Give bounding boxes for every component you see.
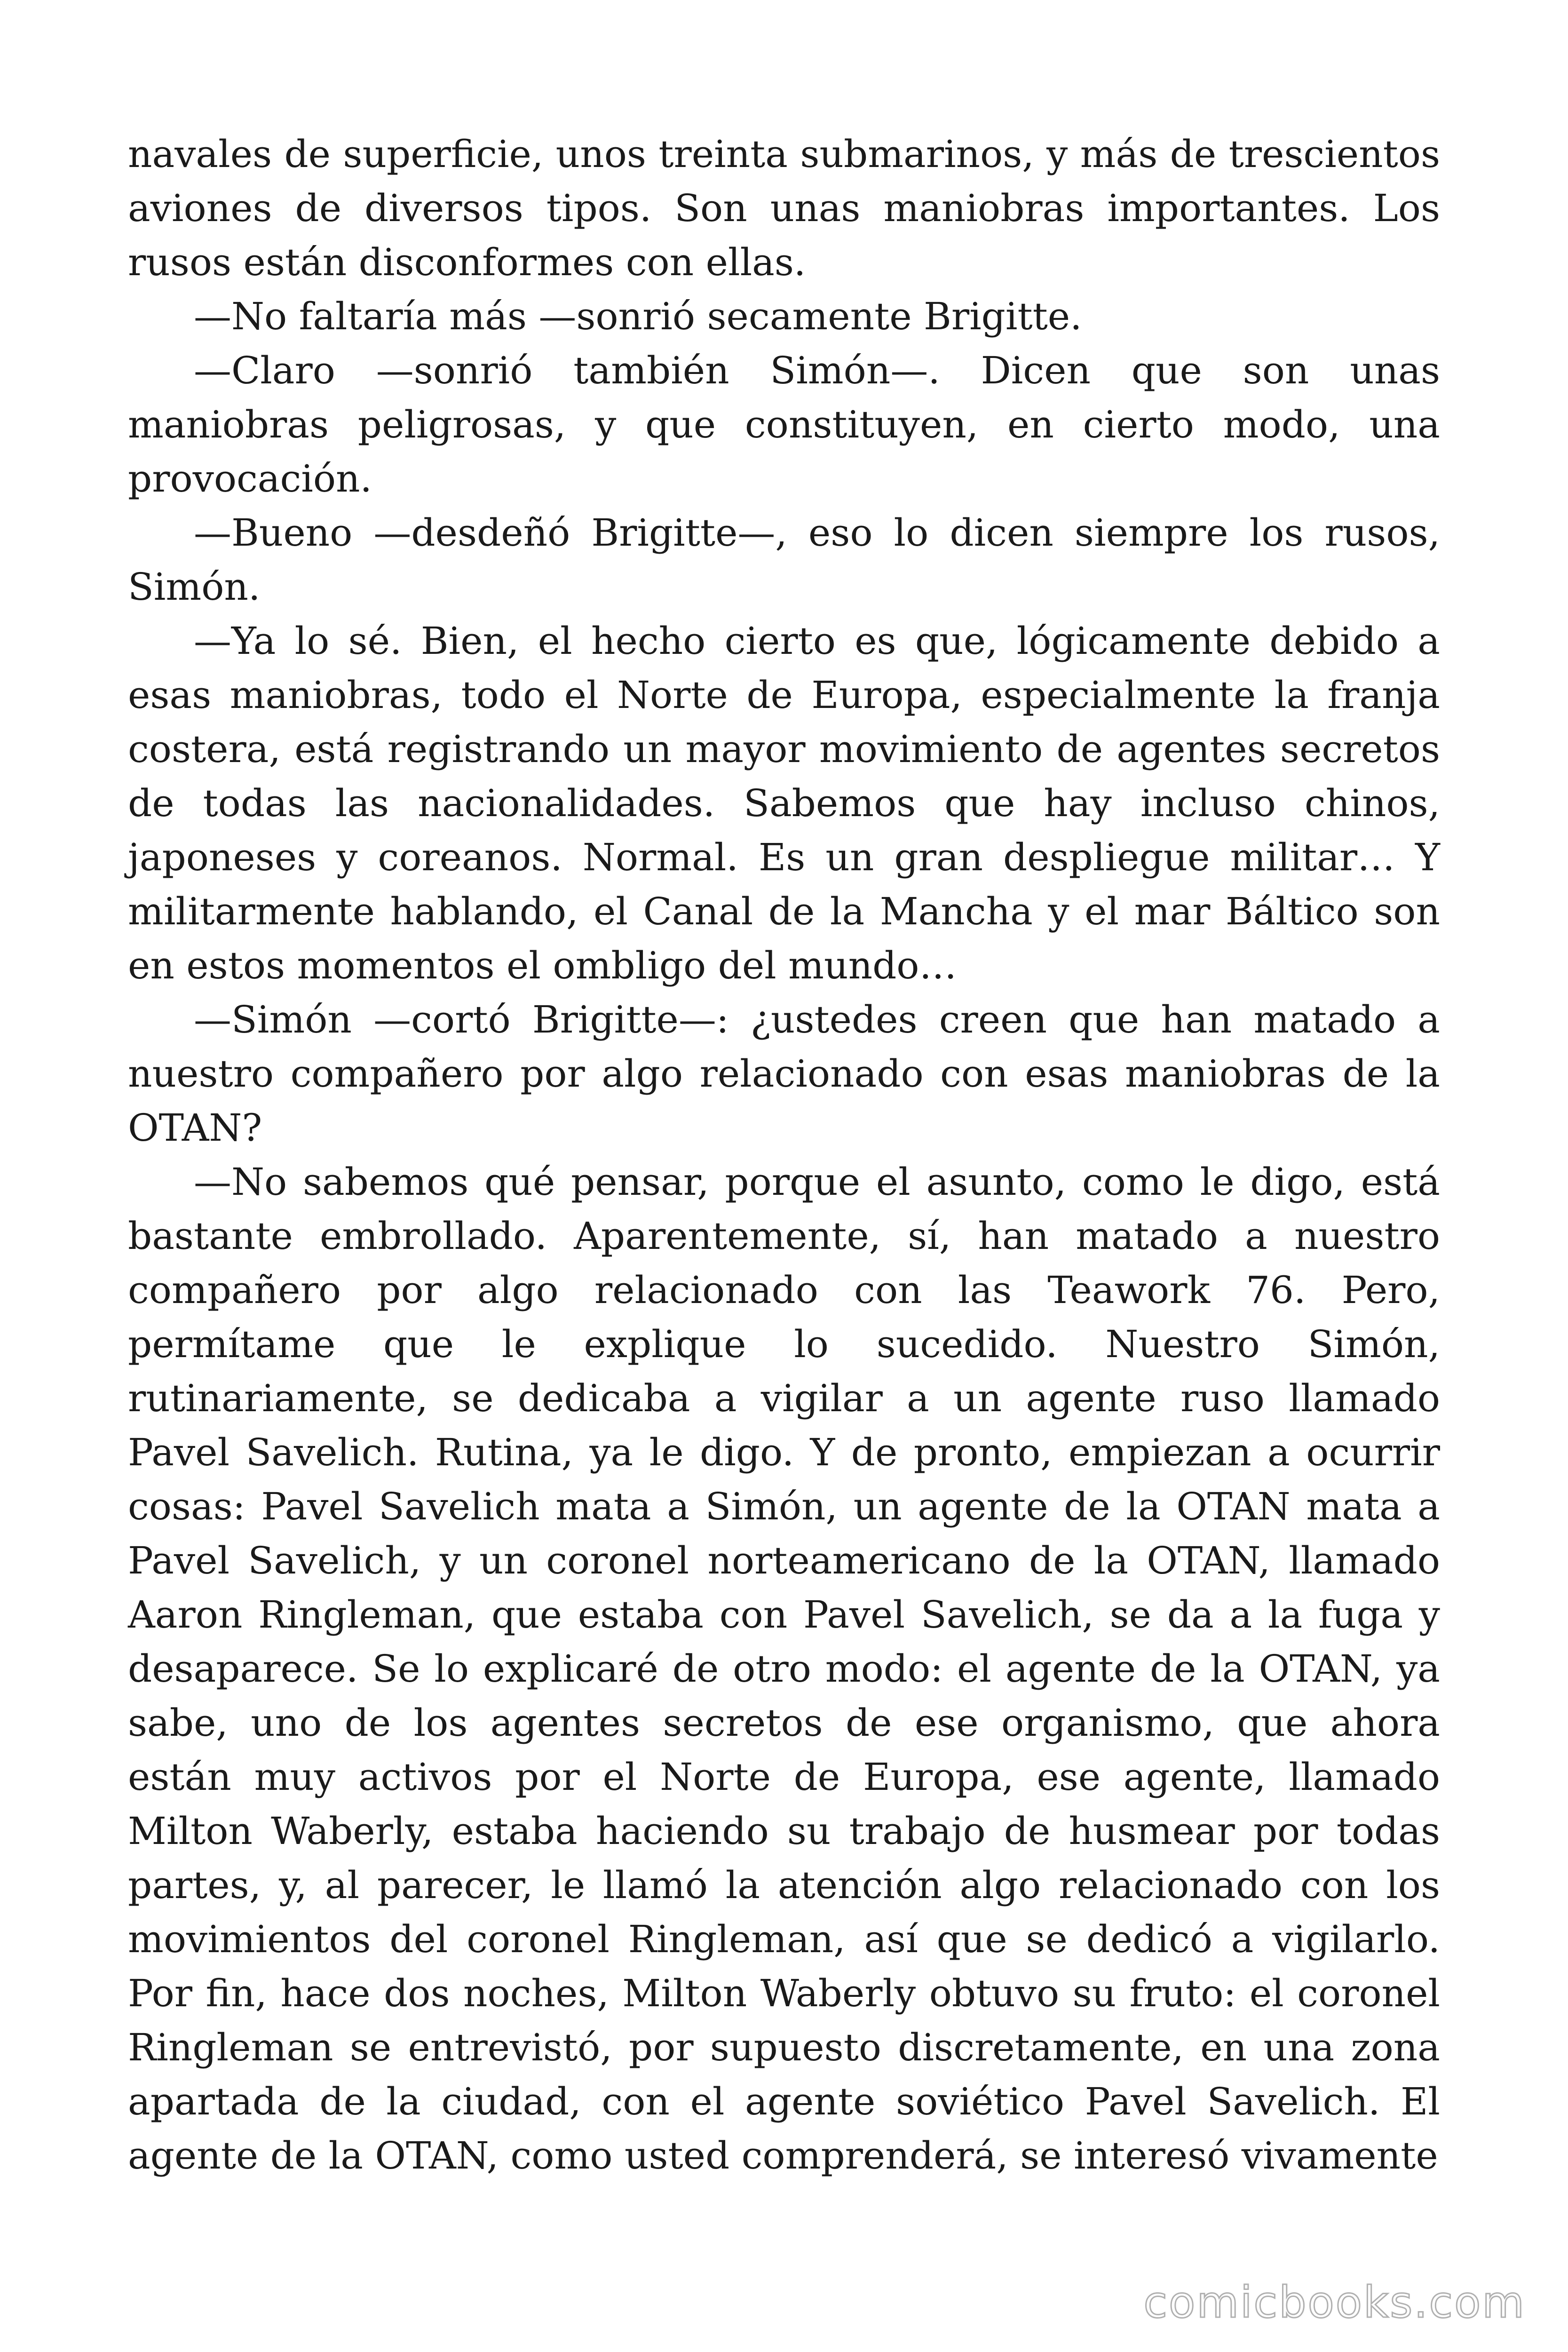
- paragraph-7: —No sabemos qué pensar, porque el asunto, como le digo, está bastante embrollado. Aparentemente, sí, han matado a nuestro compañero por algo relacionado con las Teawork 76. Pero, permítame que le explique lo sucedido. Nuestro Simón, rutinariamente, se dedicaba a vigilar a un agente ruso llamado Pavel Savelich. Rutina, ya le digo. Y de pronto, empiezan a ocurrir cosas: Pavel Savelich mata a Simón, un agente de la OTAN mata a Pavel Savelich, y un coronel norteamericano de la OTAN, llamado Aaron Ringleman, que estaba con Pavel Savelich, se da a la fuga y desaparece. Se lo explicaré de otro modo: el agente de la OTAN, ya sabe, uno de los agentes secretos de ese organismo, que ahora están muy activos por el Norte de Europa, ese agente, llamado Milton Waberly, estaba haciendo su trabajo de husmear por todas partes, y, al parecer, le llamó la atención algo relacionado con los movimientos del coronel Ringleman, así que se dedicó a vigilarlo. Por fin, hace dos noches, Milton Waberly obtuvo su fruto: el coronel Ringleman se entrevistó, por supuesto discretamente, en una zona apartada de la ciudad, con el agente soviético Pavel Savelich. El agente de la OTAN, como usted comprenderá, se interesó vivamente: [128, 1160, 1440, 2177]
- paragraph-4: —Bueno —desdeñó Brigitte—, eso lo dicen siempre los rusos, Simón.: [128, 511, 1440, 609]
- paragraph-5: —Ya lo sé. Bien, el hecho cierto es que, lógicamente debido a esas maniobras, todo el Norte de Europa, especialmente la franja costera, está registrando un mayor movimiento de agentes secretos de todas las nacionalidades. Sabemos que hay incluso chinos, japoneses y coreanos. Normal. Es un gran despliegue militar… Y militarmente hablando, el Canal de la Mancha y el mar Báltico son en estos momentos el ombligo del mundo…: [128, 619, 1440, 987]
- page-body: [128, 127, 1440, 2183]
- paragraph-1: navales de superficie, unos treinta submarinos, y más de trescientos aviones de diversos tipos. Son unas maniobras importantes. Los rusos están disconformes con ellas.: [128, 132, 1440, 284]
- paragraph-3: —Claro —sonrió también Simón—. Dicen que son unas maniobras peligrosas, y que constituyen, en cierto modo, una provocación.: [128, 349, 1440, 501]
- watermark: comicbooks.com: [1143, 2277, 1526, 2328]
- paragraph-6: —Simón —cortó Brigitte—: ¿ustedes creen que han matado a nuestro compañero por algo relacionado con esas maniobras de la OTAN?: [128, 998, 1440, 1150]
- paragraph-2: —No faltaría más —sonrió secamente Brigitte.: [194, 294, 1082, 338]
